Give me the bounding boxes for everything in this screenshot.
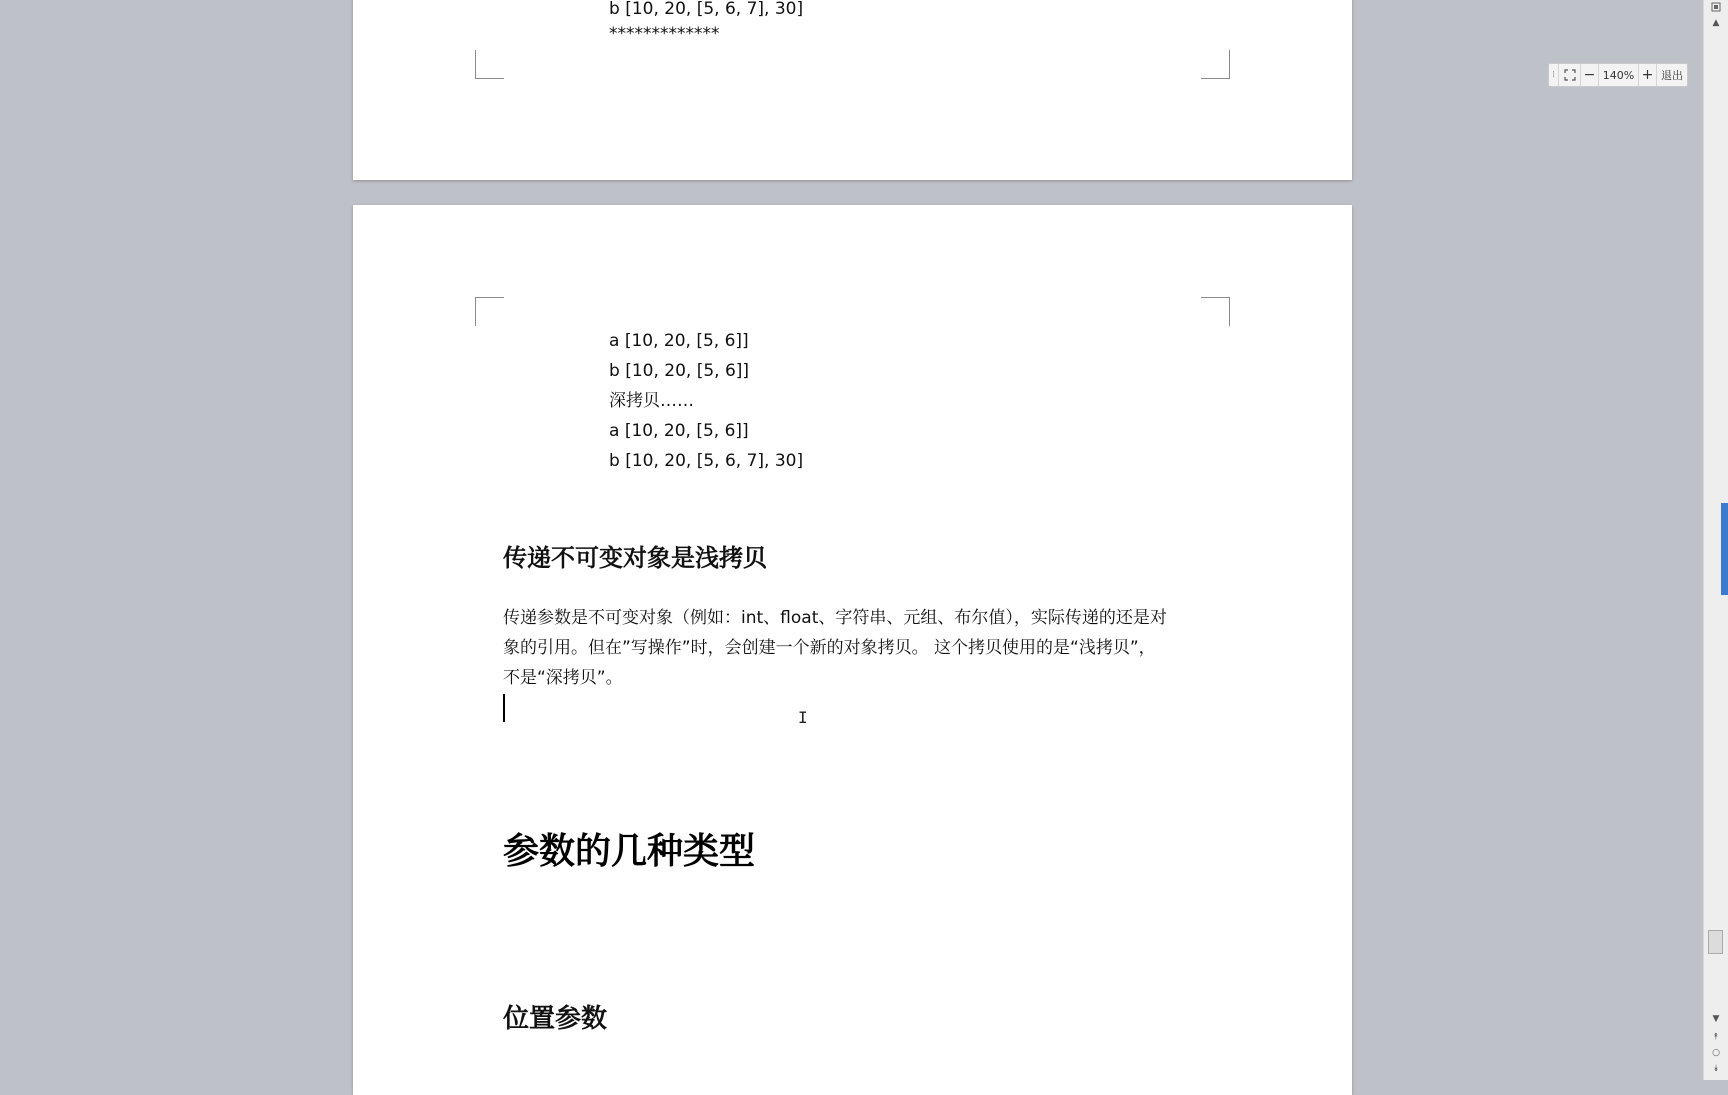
ibeam-cursor-icon: I <box>798 708 808 727</box>
scroll-down-arrow-icon[interactable]: ▼ <box>1712 1014 1720 1024</box>
grip-icon[interactable]: ⁞ <box>1549 64 1559 86</box>
zoom-out-button[interactable]: − <box>1581 64 1599 86</box>
heading-immutable-shallow-copy: 传递不可变对象是浅拷贝 <box>503 544 767 572</box>
next-page-icon[interactable]: ⯯ <box>1713 1064 1719 1074</box>
output-line: a [10, 20, [5, 6]] <box>609 421 749 441</box>
heading-positional-parameters: 位置参数 <box>503 1004 608 1034</box>
output-line: a [10, 20, [5, 6]] <box>609 331 749 351</box>
output-line: b [10, 20, [5, 6, 7], 30] <box>609 0 804 19</box>
text-caret <box>503 694 505 722</box>
heading-parameter-types: 参数的几种类型 <box>503 831 756 872</box>
output-line: b [10, 20, [5, 6]] <box>609 361 750 381</box>
exit-button[interactable]: 退出 <box>1661 69 1683 82</box>
document-page-2[interactable] <box>353 205 1352 1095</box>
paragraph-line: 象的引用。但在”写操作”时，会创建一个新的对象拷贝。 这个拷贝使用的是“浅拷贝”， <box>503 638 1156 658</box>
zoom-in-button[interactable]: + <box>1639 64 1657 86</box>
margin-corner-bottom-left <box>475 50 504 79</box>
separator-line: ************* <box>609 24 720 44</box>
margin-corner-bottom-right <box>1201 50 1230 79</box>
margin-corner-top-right <box>1201 297 1230 326</box>
document-page-1[interactable] <box>353 0 1352 180</box>
scrollbar-menu-icon[interactable] <box>1707 2 1725 16</box>
browse-object-icon[interactable]: ○ <box>1712 1048 1720 1058</box>
zoom-toolbar <box>1548 63 1688 87</box>
body-paragraph <box>503 603 1213 693</box>
paragraph-line: 传递参数是不可变对象（例如：int、float、字符串、元组、布尔值），实际传递的还是对 <box>503 608 1167 628</box>
output-line: 深拷贝…… <box>609 391 694 411</box>
output-line: b [10, 20, [5, 6, 7], 30] <box>609 451 804 471</box>
margin-corner-top-left <box>475 297 504 326</box>
zoom-level[interactable]: 140% <box>1599 64 1639 86</box>
fit-window-icon[interactable] <box>1559 64 1581 86</box>
scrollbar-thumb[interactable] <box>1708 930 1723 954</box>
previous-page-icon[interactable]: ⯭ <box>1713 1032 1719 1042</box>
side-panel-toggle[interactable] <box>1721 503 1728 595</box>
scroll-up-arrow-icon[interactable]: ▲ <box>1712 18 1720 28</box>
paragraph-line: 不是“深拷贝”。 <box>503 668 623 688</box>
